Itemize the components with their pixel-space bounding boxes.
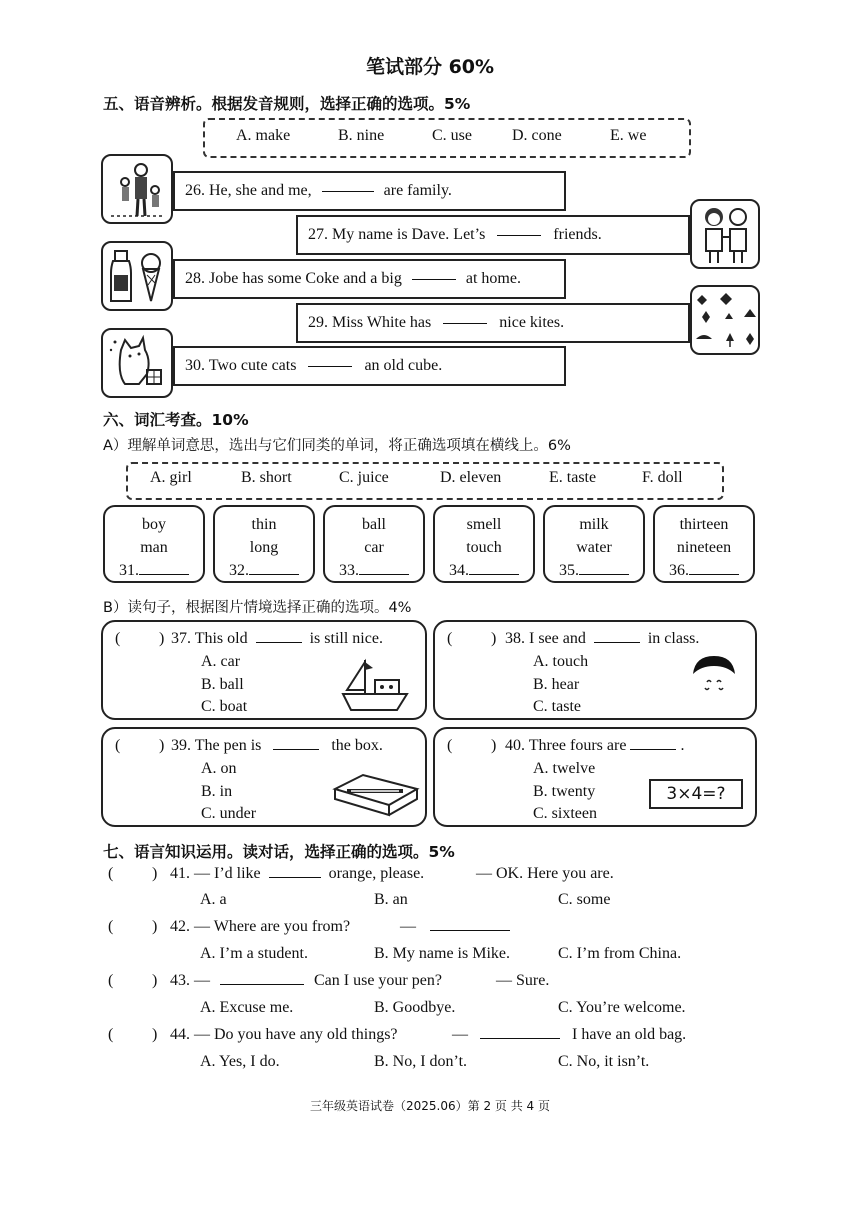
q42-blank [430,930,510,931]
card-word: smell [466,516,502,533]
page-title: 笔试部分 60% [365,56,495,78]
card-word: milk [579,516,609,533]
option-a: A. girl [150,469,192,486]
answer-paren-close: ) [152,1026,158,1043]
q43-reply: — Sure. [496,972,550,989]
choice-c: C. You’re welcome. [558,999,686,1016]
q43-question: 43. — Can I use your pen? [170,972,442,989]
section-6a-instruction: A）理解单词意思，选出与它们同类的单词，将正确选项填在横线上。6% [103,438,571,454]
answer-blank-32[interactable] [249,574,299,575]
choice-a: A. touch [533,653,589,670]
word-card-35 [543,505,645,583]
answer-paren-close: ) [159,630,165,647]
card-word: man [140,539,168,556]
family-picture [101,154,173,224]
pencil-box-icon [329,769,421,817]
answer-blank-33[interactable] [359,574,409,575]
q44-question: 44. — Do you have any old things? [170,1026,398,1043]
question-37-card [101,620,427,720]
section-7-heading: 七、语言知识运用。读对话，选择正确的选项。5% [103,843,455,861]
q26-text: 26. He, she and me, [185,182,312,199]
q29-text-end: nice kites. [499,314,565,331]
friends-picture [690,199,760,269]
card-word: car [364,539,384,556]
choice-b: B. twenty [533,783,596,800]
cats-cube-picture [101,328,173,398]
q40-blank [630,749,676,750]
q41-question: 41. — I’d like orange, please. [170,865,425,882]
option-a: A. make [236,127,291,144]
q27-text-end: friends. [553,226,602,243]
choice-b: B. an [374,891,408,908]
q41-blank [269,877,321,878]
card-word: touch [466,539,502,556]
choice-c: C. boat [201,698,248,715]
answer-paren-open[interactable]: ( [108,972,114,989]
word-card-36 [653,505,755,583]
answer-paren-open[interactable]: ( [108,1026,114,1043]
card-word: water [576,539,612,556]
q27-blank[interactable] [497,235,541,236]
q43-blank [220,984,304,985]
answer-blank-36[interactable] [689,574,739,575]
q30-text: 30. Two cute cats [185,357,297,374]
option-d: D. cone [512,127,562,144]
option-c: C. juice [339,469,389,486]
option-d: D. eleven [440,469,502,486]
answer-paren-open[interactable]: ( [108,918,114,935]
choice-a: A. on [201,760,237,777]
answer-paren-close: ) [159,737,165,754]
choice-a: A. I’m a student. [200,945,308,962]
q26-blank[interactable] [322,191,374,192]
answer-blank-31[interactable] [139,574,189,575]
option-e: E. taste [549,469,597,486]
card-word: boy [142,516,166,533]
choice-c: C. sixteen [533,805,597,822]
question-29 [296,303,690,343]
q29-text: 29. Miss White has [308,314,432,331]
card-word: long [249,539,279,556]
choice-b: B. Goodbye. [374,999,456,1016]
choice-a: A. twelve [533,760,596,777]
boat-icon [335,656,415,716]
question-26 [173,171,566,211]
choice-c: C. No, it isn’t. [558,1053,650,1070]
card-number: 34. [449,562,469,579]
card-number: 31. [119,562,139,579]
card-word: ball [362,516,386,533]
word-card-33 [323,505,425,583]
q42-question: 42. — Where are you from? [170,918,351,935]
answer-paren-open[interactable]: ( [447,630,453,647]
q26-text-end: are family. [383,182,452,199]
q44-reply: — I have an old bag. [452,1026,687,1043]
q39-text: 39. The pen is the box. [171,737,383,754]
math-equation-box: 3×4=? [649,779,743,809]
word-card-32 [213,505,315,583]
answer-blank-35[interactable] [579,574,629,575]
choice-c: C. I’m from China. [558,945,682,962]
answer-paren-open[interactable]: ( [115,630,121,647]
answer-paren-close: ) [152,918,158,935]
answer-paren-open[interactable]: ( [108,865,114,882]
option-b: B. nine [338,127,385,144]
q41-reply: — OK. Here you are. [476,865,614,882]
option-e: E. we [610,127,647,144]
q44-blank [480,1038,560,1039]
question-38-card [433,620,757,720]
q30-blank[interactable] [308,366,352,367]
q38-blank [594,642,640,643]
q30-text-end: an old cube. [364,357,443,374]
q28-blank[interactable] [412,279,456,280]
choice-b: B. ball [201,676,244,693]
card-number: 36. [669,562,689,579]
q40-text: 40. Three fours are . [505,737,685,754]
card-word: thin [251,516,277,533]
q28-text: 28. Jobe has some Coke and a big [185,270,402,287]
choice-b: B. No, I don’t. [374,1053,468,1070]
page-footer: 三年级英语试卷（2025.06）第 2 页 共 4 页 [310,1099,550,1113]
choice-b: B. in [201,783,233,800]
face-icon [689,652,739,696]
choice-c: C. under [201,805,257,822]
word-card-31 [103,505,205,583]
choice-b: B. hear [533,676,580,693]
answer-blank-34[interactable] [469,574,519,575]
choice-c: C. taste [533,698,581,715]
answer-paren-close: ) [491,737,497,754]
question-40-card [433,727,757,827]
q37-text: 37. This old is still nice. [171,630,383,647]
option-c: C. use [432,127,472,144]
section-6-heading: 六、词汇考查。10% [103,411,249,429]
answer-paren-close: ) [152,865,158,882]
card-number: 33. [339,562,359,579]
choice-a: A. a [200,891,227,908]
answer-paren-close: ) [491,630,497,647]
word-card-34 [433,505,535,583]
section-6a-options-box [126,462,724,500]
section-5-heading: 五、语音辨析。根据发音规则，选择正确的选项。5% [103,95,471,113]
option-f: F. doll [642,469,683,486]
q29-blank[interactable] [443,323,487,324]
section-6b-instruction: B）读句子，根据图片情境选择正确的选项。4% [103,600,412,616]
card-number: 32. [229,562,249,579]
q38-text: 38. I see and in class. [505,630,700,647]
q27-text: 27. My name is Dave. Let’s [308,226,486,243]
choice-b: B. My name is Mike. [374,945,510,962]
choice-a: A. Yes, I do. [200,1053,280,1070]
q28-text-end: at home. [465,270,521,287]
question-28 [173,259,566,299]
choice-a: A. car [201,653,241,670]
q37-blank [256,642,302,643]
option-b: B. short [241,469,292,486]
choice-a: A. Excuse me. [200,999,294,1016]
question-39-card [101,727,427,827]
card-number: 35. [559,562,579,579]
card-word: nineteen [676,539,732,556]
kites-picture [690,285,760,355]
choice-c: C. some [558,891,611,908]
answer-paren-close: ) [152,972,158,989]
card-word: thirteen [679,516,729,533]
q39-blank [273,749,319,750]
answer-paren-open[interactable]: ( [115,737,121,754]
coke-icecream-picture [101,241,173,311]
question-30 [173,346,566,386]
answer-paren-open[interactable]: ( [447,737,453,754]
q42-reply: — [400,918,510,936]
question-27 [296,215,690,255]
